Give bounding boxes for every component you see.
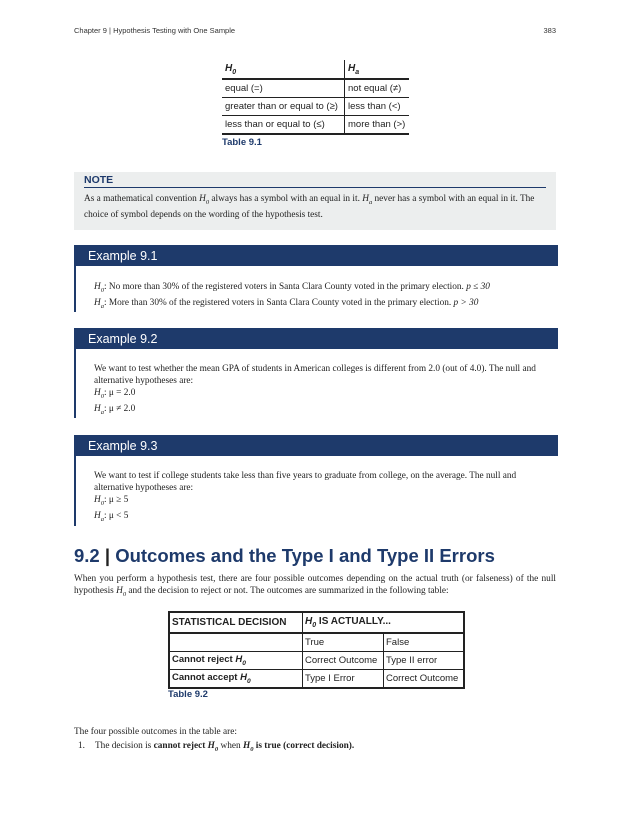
table-caption: Table 9.2	[168, 689, 208, 700]
table-cell: more than (>)	[345, 116, 410, 135]
table-caption: Table 9.1	[222, 137, 262, 148]
example-body	[76, 456, 558, 526]
example-text: We want to test whether the mean GPA of students in American colleges is different from 2.0 (out of 4.0). The null and alternative hypotheses are:	[94, 364, 536, 386]
example-title: Example 9.1	[76, 245, 558, 266]
h0-header: $H_0$	[222, 60, 345, 79]
table-cell: Correct Outcome	[303, 652, 384, 670]
example-h0-line: $H_0$: μ ≥ 5	[94, 495, 129, 507]
example-body	[76, 349, 558, 419]
example-9-3	[74, 435, 558, 526]
table-cell: Type II error	[384, 652, 465, 670]
table-cell: False	[384, 633, 465, 652]
example-ha-line: $H_a$: μ < 5	[94, 510, 129, 523]
row-label: Cannot accept $H_0$	[169, 670, 303, 689]
decision-header: STATISTICAL DECISION	[169, 612, 303, 633]
section-heading: 9.2 | Outcomes and the Type I and Type II Errors	[74, 545, 495, 566]
actually-header: $H_0$ IS ACTUALLY...	[303, 612, 465, 633]
ha-header: $H_a$	[345, 60, 410, 79]
table-cell: not equal (≠)	[345, 79, 410, 98]
hypothesis-symbol-table	[222, 60, 409, 135]
table-cell	[169, 633, 303, 652]
outcomes-table	[168, 611, 465, 689]
example-ha-line: $H_a$: μ ≠ 2.0	[94, 403, 136, 416]
table-row	[169, 670, 464, 689]
table-cell: Type I Error	[303, 670, 384, 689]
table-row	[222, 98, 409, 116]
table-cell: less than or equal to (≤)	[222, 116, 345, 135]
section-intro: When you perform a hypothesis test, there are four possible outcomes depending on the actual truth (or falseness) of the null hypothesis $H_0$ and the decision to reject or not. The outcomes are summarized in the following table:	[74, 574, 556, 598]
table-cell: less than (<)	[345, 98, 410, 116]
table-cell: True	[303, 633, 384, 652]
example-title: Example 9.3	[76, 435, 558, 456]
table-cell: equal (=)	[222, 79, 345, 98]
example-h0-line: $H_0$: μ = 2.0	[94, 388, 136, 400]
example-text: We want to test if college students take less than five years to graduate from college, on the average. The null and alternative hypotheses are:	[94, 471, 517, 493]
chapter-title: Chapter 9 | Hypothesis Testing with One Sample	[74, 26, 236, 35]
table-row	[169, 652, 464, 670]
example-9-1	[74, 245, 558, 312]
table-row	[169, 633, 464, 652]
example-ha-line: $H_a$: More than 30% of the registered voters in Santa Clara County voted in the primary election. p > 30	[94, 297, 479, 310]
table-cell: greater than or equal to (≥)	[222, 98, 345, 116]
page-header	[74, 26, 556, 35]
example-9-2	[74, 328, 558, 418]
note-box	[74, 172, 556, 230]
example-h0-line: $H_0$: No more than 30% of the registered voters in Santa Clara County voted in the primary election. p ≤ 30	[94, 282, 490, 294]
outcomes-list	[78, 741, 354, 753]
page-number: 383	[543, 26, 556, 35]
example-title: Example 9.2	[76, 328, 558, 349]
note-text: As a mathematical convention $H_0$ always has a symbol with an equal in it. $H_a$ never has a symbol with an equal in it. The choice of symbol depends on the wording of the hypothesis test.	[84, 194, 535, 220]
table-header-row	[169, 612, 464, 633]
note-title: NOTE	[84, 174, 546, 188]
example-body	[76, 266, 558, 313]
list-item: 1. The decision is cannot reject $H_0$ when $H_0$ is true (correct decision).	[78, 741, 355, 753]
table-header-row	[222, 60, 409, 79]
table-row	[222, 79, 409, 98]
table-row	[222, 116, 409, 135]
row-label: Cannot reject $H_0$	[169, 652, 303, 670]
table-cell: Correct Outcome	[384, 670, 465, 689]
outcomes-intro: The four possible outcomes in the table are:	[74, 727, 237, 737]
